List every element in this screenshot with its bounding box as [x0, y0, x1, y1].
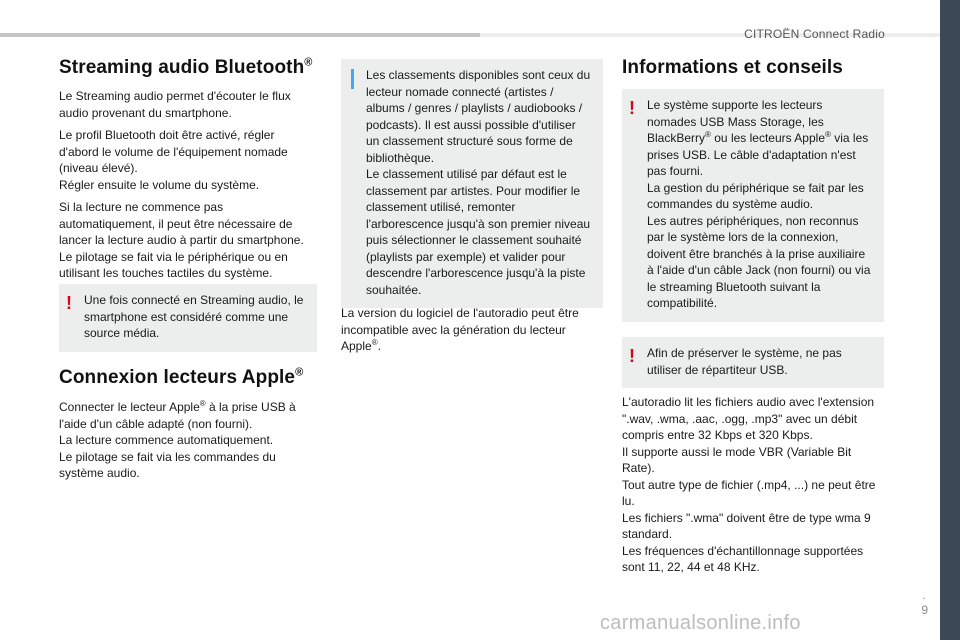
file-format-text: [622, 394, 884, 576]
warning-box-support: ! Le système supporte les lecteurs nomades USB Mass Storage, les BlackBerry® ou les lecteurs Apple® via les prises USB. Le câble d'adaptation n'est pas fourni. La gestion du périphérique se fait par les commandes du système audio. Les autres périphériques, non reconnus par le système lors de la connexion, doivent être branchés à la prise auxiliaire à l'aide d'un câble Jack (non fourni) ou via le streaming Bluetooth suivant la compatibilité.: [622, 89, 884, 322]
watermark: carmanualsonline.info: [600, 612, 801, 634]
page-number: 9: [921, 603, 928, 617]
paragraph: Le profil Bluetooth doit être activé, régler d'abord le volume de l'équipement nomade (niveau élevé). Régler ensuite le volume du système.: [59, 128, 288, 192]
paragraph: Le Streaming audio permet d'écouter le flux audio provenant du smartphone.: [59, 89, 291, 120]
running-header: CITROËN Connect Radio: [744, 27, 885, 41]
paragraph: Si la lecture ne commence pas automatiquement, il peut être nécessaire de lancer la lecture audio à partir du smartphone. Le pilotage se fait via le périphérique ou en utilisant les touches tactiles du système.: [59, 200, 304, 280]
paragraph: Connecter le lecteur Apple® à la prise USB à l'aide d'un câble adapté (non fourni). La lecture commence automatiquement. Le pilotage se fait via les commandes du système audio.: [59, 399, 296, 480]
warning-box-usb-hub: ! Afin de préserver le système, ne pas utiliser de répartiteur USB.: [622, 337, 884, 388]
warning-box-streaming: ! Une fois connecté en Streaming audio, le smartphone est considéré comme une source média.: [59, 284, 317, 352]
section-title-informations: Informations et conseils: [622, 57, 843, 78]
warning-icon: !: [629, 346, 635, 366]
apple-compat-text: [341, 305, 603, 361]
paragraph: La version du logiciel de l'autoradio peut être incompatible avec la génération du lecteur Apple®.: [341, 306, 579, 353]
bluetooth-text: [59, 88, 317, 288]
warning-icon: !: [66, 293, 72, 313]
section-title-apple: Connexion lecteurs Apple®: [59, 366, 304, 388]
warning-icon: !: [629, 98, 635, 118]
info-box-classements: Les classements disponibles sont ceux du lecteur nomade connecté (artistes / albums / genres / playlists / audiobooks / podcasts). Il est aussi possible d'utiliser un classement structuré sous forme de bibliothèque. Le classement utilisé par défaut est le classement par artistes. Pour modifier le classement utilisé, remonter l'arborescence jusqu'à son premier niveau puis sélectionner le classement souhaité (playlists par exemple) et valider pour descendre l'arborescence jusqu'à la piste souhaitée.: [341, 59, 603, 308]
side-tab-strip: [940, 0, 960, 640]
section-title-bluetooth: Streaming audio Bluetooth®: [59, 56, 313, 78]
paragraph: L'autoradio lit les fichiers audio avec l'extension ".wav, .wma, .aac, .ogg, .mp3" avec un débit compris entre 32 Kbps et 320 Kbps. Il supporte aussi le mode VBR (Variable Bit Rate). Tout autre type de fichier (.mp4, ...) ne peut être lu. Les fichiers ".wma" doivent être de type wma 9 standard. Les fréquences d'échantillonnage supportées sont 11, 22, 44 et 48 KHz.: [622, 395, 876, 574]
apple-text: [59, 399, 317, 488]
header-rule-dark: [0, 33, 480, 37]
info-icon: [351, 69, 354, 89]
continuation-dots: .: [922, 587, 926, 602]
